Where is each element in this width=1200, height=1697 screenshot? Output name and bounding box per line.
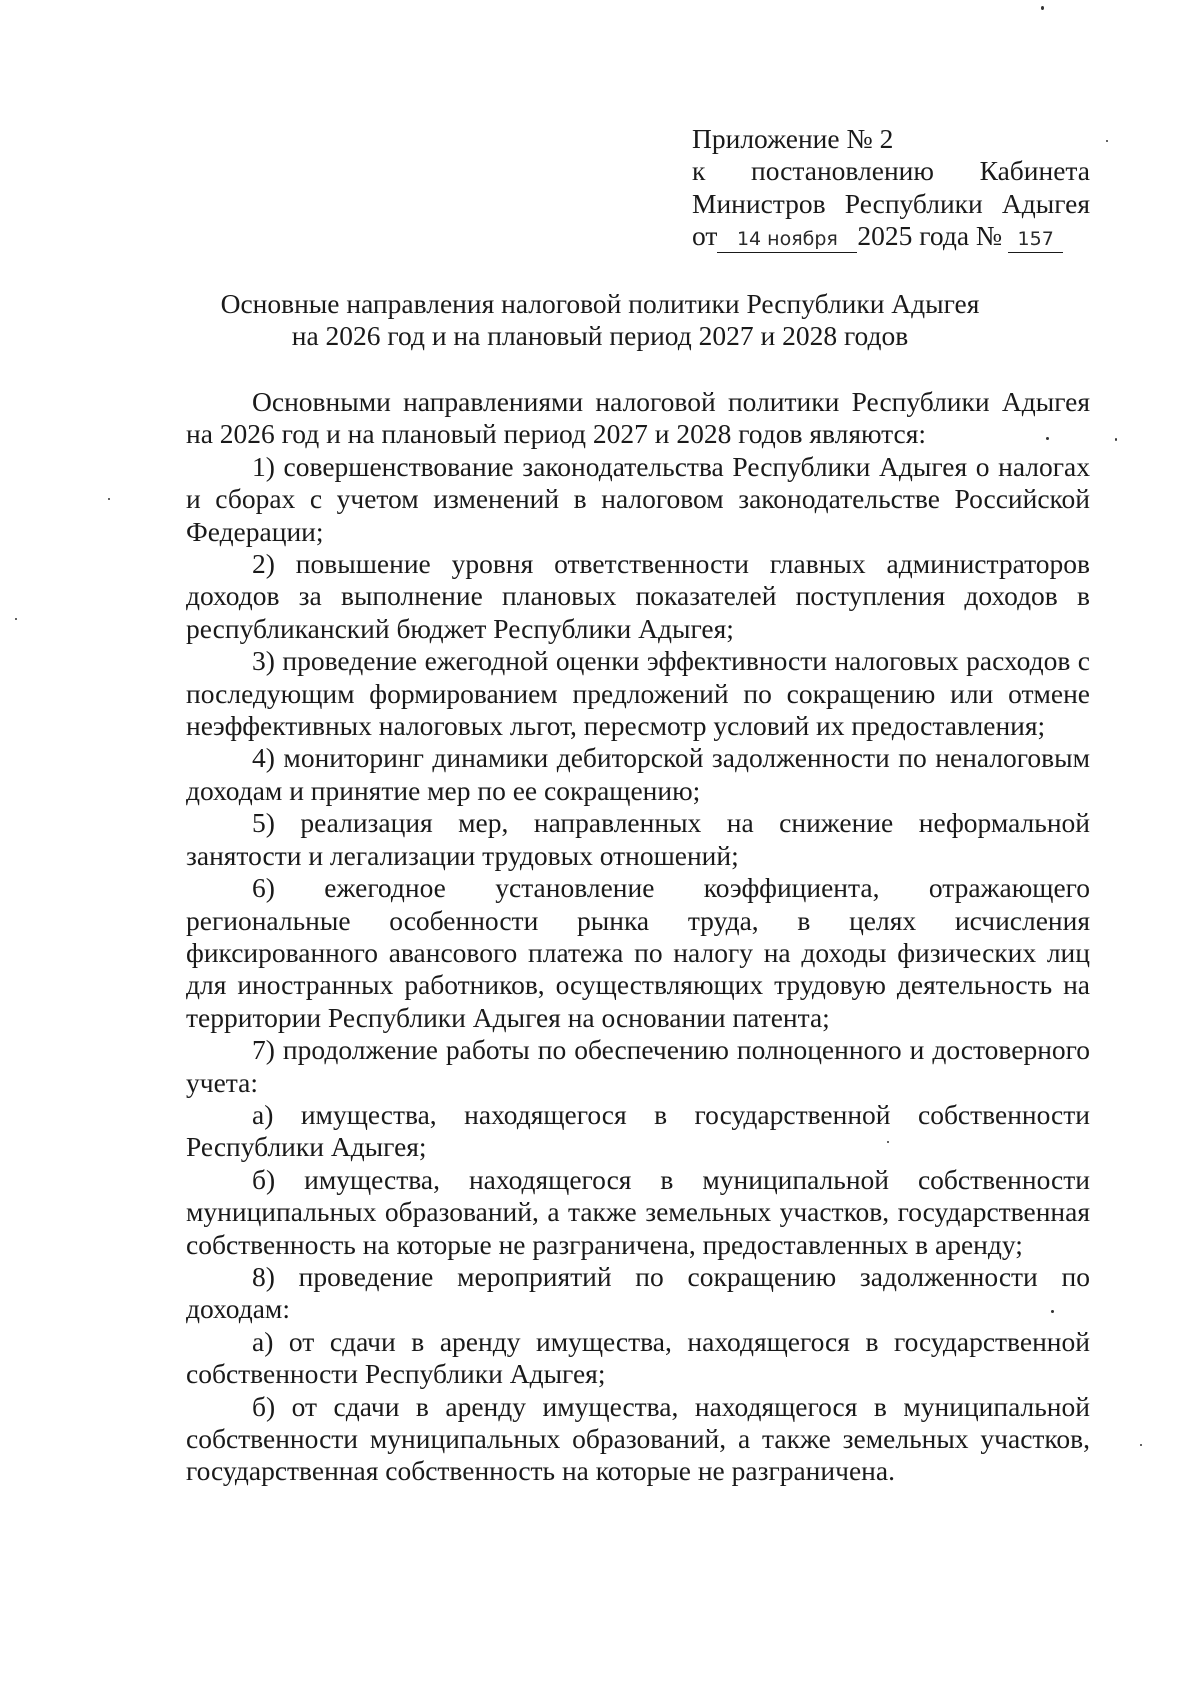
appendix-authority-line: Министров Республики Адыгея	[692, 187, 1090, 219]
title-line-1: Основные направления налоговой политики Республики Адыгея	[220, 288, 980, 319]
list-item-8: 8) проведение мероприятий по сокращению задолженности по доходам:	[186, 1260, 1090, 1325]
list-item-4: 4) мониторинг динамики дебиторской задолженности по неналоговым доходам и принятие мер по ее сокращению;	[186, 742, 1090, 806]
appendix-date-line	[692, 220, 1090, 253]
appendix-resolution-line: к постановлению Кабинета	[692, 155, 1090, 187]
list-item-2: 2) повышение уровня ответственности главных администраторов доходов за выполнение плановых показателей поступления доходов в республиканский бюджет Республики Адыгея;	[186, 548, 1090, 644]
list-item-8a: а) от сдачи в аренду имущества, находящегося в государственной собственности Республики Адыгея;	[186, 1325, 1090, 1390]
list-item-7a: а) имущества, находящегося в государственной собственности Республики Адыгея;	[186, 1098, 1090, 1163]
list-item-6: 6) ежегодное установление коэффициента, отражающего региональные особенности рынка труда, в целях исчисления фиксированного авансового платежа по налогу на доходы физических лиц для иностранных работников, осуществляющих трудовую деятельность на территории Республики Адыгея на основании патента;	[186, 872, 1090, 1033]
intro-paragraph: Основными направлениями налоговой политики Республики Адыгея на 2026 год и на плановый период 2027 и 2028 годов являются:	[186, 386, 1090, 450]
scan-speck	[1051, 1310, 1054, 1313]
list-item-3: 3) проведение ежегодной оценки эффективности налоговых расходов с последующим формированием предложений по сокращению или отмене неэффективных налоговых льгот, пересмотр условий их предоставления;	[186, 645, 1090, 742]
list-item-5: 5) реализация мер, направленных на снижение неформальной занятости и легализации трудовых отношений;	[186, 807, 1090, 871]
scan-speck	[1046, 437, 1049, 440]
scan-speck	[1115, 438, 1117, 441]
list-item-1: 1) совершенствование законодательства Республики Адыгея о налогах и сборах с учетом изменений в налоговом законодательстве Российской Федерации;	[186, 450, 1090, 547]
list-item-7: 7) продолжение работы по обеспечению полноценного и достоверного учета:	[186, 1034, 1090, 1098]
date-prefix: от	[692, 220, 718, 252]
scan-speck	[15, 618, 17, 620]
document-title	[140, 288, 1060, 353]
scan-speck	[108, 498, 110, 500]
date-handwritten-value: 14 ноября	[717, 226, 857, 253]
appendix-number: Приложение № 2	[692, 123, 894, 154]
appendix-header	[692, 123, 1090, 253]
list-item-8b: б) от сдачи в аренду имущества, находящегося в муниципальной собственности муниципальных образований, а также земельных участков, государственная собственность на которые не разграничена.	[186, 1390, 1090, 1487]
scan-speck	[887, 1141, 889, 1143]
date-year-label: 2025 года №	[857, 220, 1003, 252]
scan-speck	[1140, 1444, 1142, 1446]
scan-speck	[1106, 140, 1108, 142]
title-line-2: на 2026 год и на плановый период 2027 и 2028 годов	[291, 320, 909, 352]
scan-speck	[1041, 6, 1044, 10]
document-body	[186, 386, 1090, 1488]
resolution-number-value: 157	[1008, 226, 1063, 253]
list-item-7b: б) имущества, находящегося в муниципальной собственности муниципальных образований, а также земельных участков, государственная собственность на которые не разграничена, предоставленных в аренду;	[186, 1163, 1090, 1260]
